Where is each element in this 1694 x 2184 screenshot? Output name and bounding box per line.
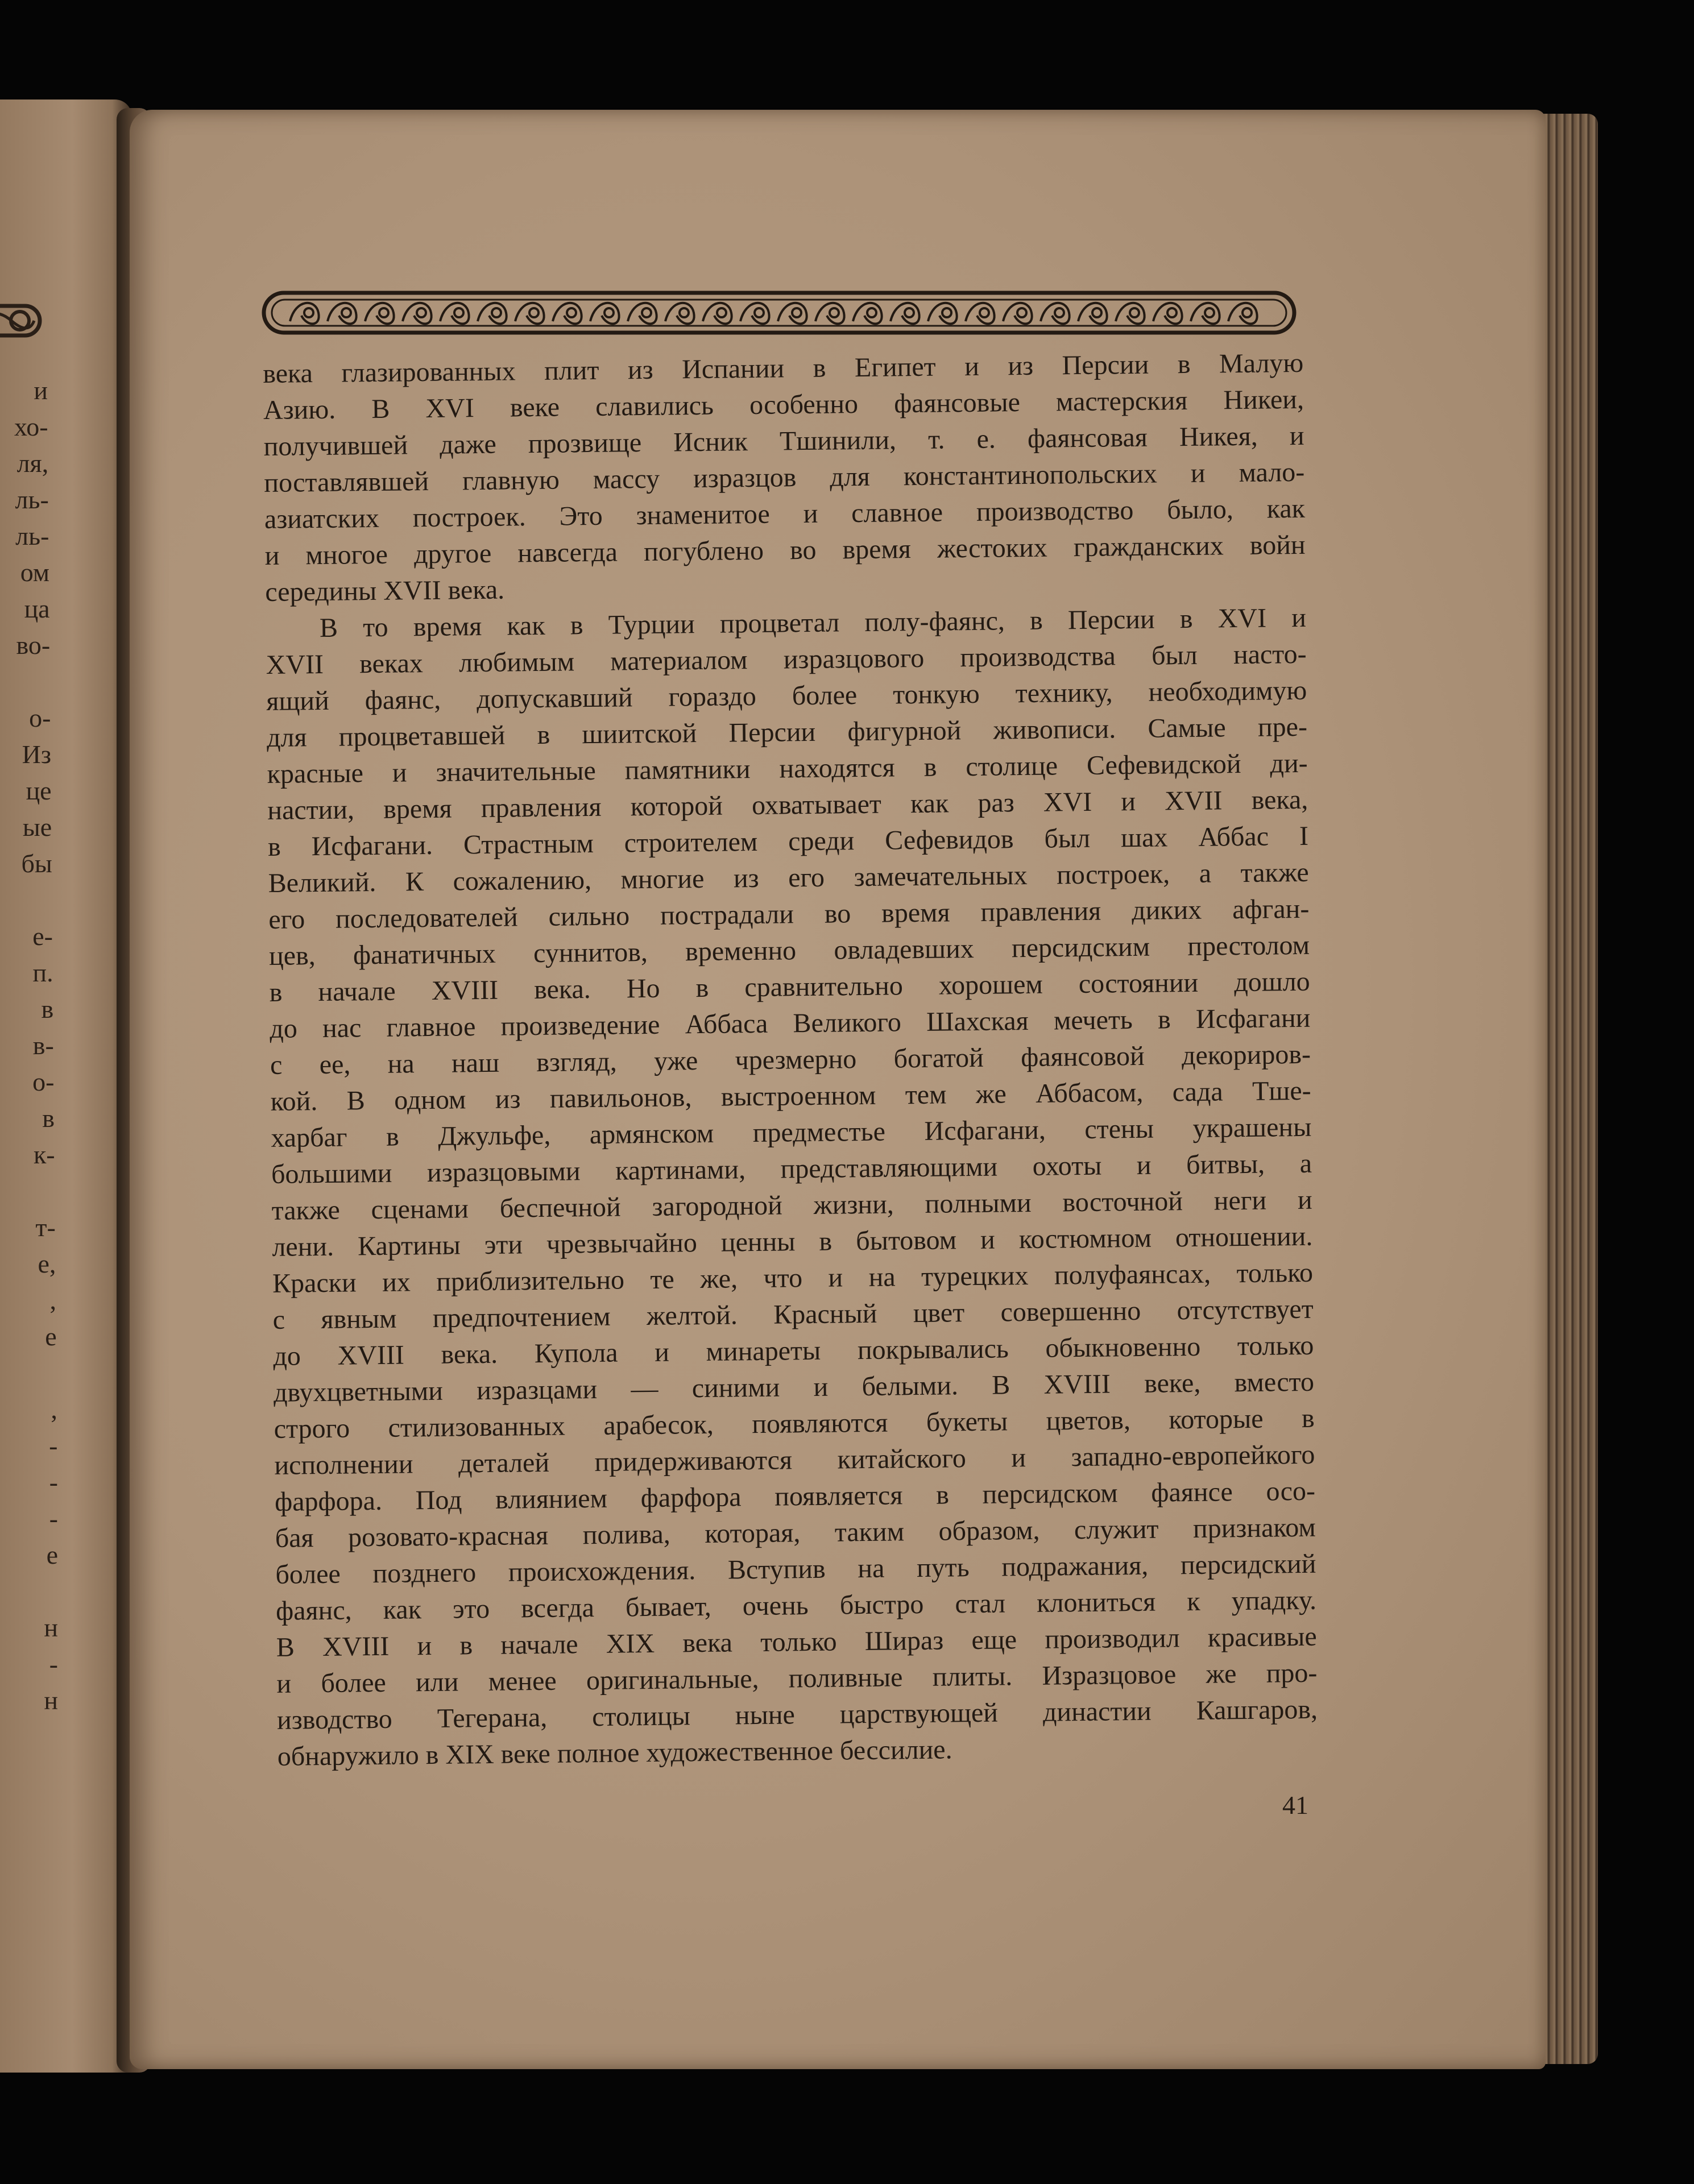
left-page-fragment: - bbox=[49, 1431, 58, 1460]
ornament-dot bbox=[1092, 308, 1101, 317]
ornament-dot bbox=[1167, 308, 1177, 317]
text-line: исполнении деталей придерживаются китайского и западно-европейкого bbox=[274, 1439, 1315, 1481]
left-page-fragment: п. bbox=[32, 958, 53, 987]
text-line: двухцветными изразцами — синими и белыми. В XVIII веке, вместо bbox=[273, 1366, 1315, 1408]
left-page-fragment: е bbox=[45, 1322, 57, 1351]
left-page-fragment: це bbox=[26, 776, 52, 805]
text-line: Краски их приблизительно те же, что и на турецких полуфаянсах, только bbox=[272, 1257, 1314, 1299]
left-page-fragment: к- bbox=[33, 1140, 55, 1169]
left-page-fragment: во- bbox=[16, 631, 51, 660]
ornament-dot bbox=[342, 308, 351, 317]
left-page-fragment: ль- bbox=[15, 485, 49, 514]
text-line: цев, фанатичных суннитов, временно овладевших персидским престолом bbox=[268, 930, 1310, 971]
header-ornament-icon bbox=[262, 287, 1297, 338]
text-line: строго стилизованных арабесок, появляются букеты цветов, которые в bbox=[274, 1403, 1315, 1444]
left-page-fragment: н bbox=[44, 1613, 58, 1642]
left-page-fragment: ля, bbox=[16, 449, 49, 478]
text-line: в начале XVIII века. Но в сравнительно хорошем состоянии дошло bbox=[269, 966, 1310, 1008]
ornament-dot bbox=[942, 308, 951, 317]
text-line: В XVIII и в начале XIX века только Шираз еще производил красивые bbox=[276, 1621, 1317, 1663]
text-line: красные и значительные памятники находятся в столице Сефевидской ди- bbox=[267, 748, 1308, 789]
ornament-dot bbox=[379, 308, 388, 317]
left-page bbox=[0, 100, 132, 2073]
left-page-fragment: Из bbox=[22, 740, 51, 769]
ornament-dot bbox=[604, 308, 614, 317]
ornament-dot bbox=[717, 308, 726, 317]
ornament-dot bbox=[1205, 308, 1214, 317]
left-page-text-fragments bbox=[0, 100, 132, 2073]
ornament-dot bbox=[905, 308, 914, 317]
left-page-fragment: е- bbox=[32, 922, 53, 951]
text-line: бая розовато-красная полива, которая, таким образом, служит признаком bbox=[275, 1512, 1316, 1553]
text-line: обнаружило в XIX веке полное художественное бессилие. bbox=[277, 1734, 952, 1772]
text-line: середины XVII века. bbox=[265, 574, 505, 607]
ornament-dot bbox=[1130, 308, 1139, 317]
ornament-dot bbox=[567, 308, 576, 317]
text-line: лени. Картины эти чрезвычайно ценны в бытовом и костюмном отношении. bbox=[272, 1221, 1313, 1262]
ornament-dot bbox=[492, 308, 501, 317]
left-page-fragment: , bbox=[51, 1395, 57, 1424]
text-line: в Исфагани. Страстным строителем среди Сефевидов был шах Аббас I bbox=[267, 820, 1309, 862]
ornament-dot bbox=[454, 308, 463, 317]
ornament-dot bbox=[1242, 308, 1252, 317]
left-page-fragment: е, bbox=[38, 1249, 56, 1278]
left-page-fragment: о- bbox=[29, 703, 51, 732]
left-page-fragment: в bbox=[42, 1104, 55, 1133]
text-line: с ее, на наш взгляд, уже чрезмерно богатой фаянсовой декориров- bbox=[270, 1039, 1311, 1080]
left-page-fragment: ль- bbox=[15, 521, 49, 550]
text-line: большими изразцовыми картинами, представляющими охоты и битвы, а bbox=[271, 1148, 1312, 1190]
left-page-fragment: - bbox=[49, 1468, 58, 1497]
ornament-dot bbox=[642, 308, 651, 317]
left-page-fragment: в- bbox=[32, 1031, 54, 1060]
left-page-fragment: ом bbox=[20, 558, 49, 587]
left-page-fragment: - bbox=[49, 1650, 58, 1679]
ornament-dot bbox=[755, 308, 764, 317]
ornament-dot bbox=[529, 308, 539, 317]
ornament-dot bbox=[980, 308, 989, 317]
page-body-text bbox=[263, 345, 1318, 1775]
left-page-fragment: в bbox=[41, 994, 54, 1023]
text-line: более позднего происхождения. Вступив на путь подражания, персидский bbox=[275, 1548, 1316, 1590]
text-line: до XVIII века. Купола и минареты покрывались обыкновенно только bbox=[273, 1330, 1314, 1371]
text-line: кой. В одном из павильонов, выстроенном тем же Аббасом, сада Тше- bbox=[270, 1075, 1311, 1117]
left-page-fragment: н bbox=[44, 1686, 58, 1715]
text-line: изводство Тегерана, столицы ныне царствующей династии Кашгаров, bbox=[276, 1694, 1318, 1735]
text-line: ящий фаянс, допускавший гораздо более тонкую технику, необходимую bbox=[266, 675, 1307, 716]
text-line: также сценами беспечной загородной жизни, полными восточной неги и bbox=[271, 1184, 1312, 1226]
left-page-fragment: и bbox=[34, 376, 48, 405]
text-line: для процветавшей в шиитской Персии фигурной живописи. Самые пре- bbox=[266, 711, 1308, 753]
text-line: фарфора. Под влиянием фарфора появляется в персидском фаянсе осо- bbox=[274, 1476, 1316, 1517]
left-page-fragment: хо- bbox=[14, 412, 48, 441]
left-page-fragment: ца bbox=[24, 594, 50, 623]
ornament-dot bbox=[417, 308, 426, 317]
text-line: и многое другое навсегда погублено во время жестоких гражданских войн bbox=[264, 529, 1306, 571]
ornament-dot bbox=[1055, 308, 1064, 317]
text-line: фаянс, как это всегда бывает, очень быстро стал клониться к упадку. bbox=[275, 1585, 1317, 1626]
text-line: азиатских построек. Это знаменитое и славное производство было, как bbox=[264, 493, 1306, 534]
left-page-fragment: е bbox=[46, 1540, 58, 1569]
left-page-fragment: , bbox=[49, 1286, 56, 1315]
text-line: до нас главное произведение Аббаса Великого Шахская мечеть в Исфагани bbox=[270, 1002, 1311, 1044]
left-page-fragment: о- bbox=[32, 1067, 55, 1096]
text-line: и более или менее оригинальные, поливные плиты. Изразцовое же про- bbox=[276, 1657, 1318, 1699]
text-line: поставлявшей главную массу изразцов для константинопольских и мало- bbox=[264, 457, 1305, 498]
text-line: с явным предпочтением желтой. Красный цвет совершенно отсутствует bbox=[272, 1294, 1314, 1335]
text-line: настии, время правления которой охватывает как раз XVI и XVII века, bbox=[267, 784, 1308, 826]
text-line: Азию. В XVI веке славились особенно фаянсовые мастерския Никеи, bbox=[263, 384, 1304, 425]
text-line: харбаг в Джульфе, армянском предместье Исфагани, стены украшены bbox=[271, 1112, 1312, 1153]
text-line: его последователей сильно пострадали во время правления диких афган- bbox=[268, 893, 1310, 935]
page-number: 41 bbox=[1282, 1791, 1308, 1820]
left-page-fragment: ые bbox=[22, 813, 52, 842]
left-page-fragment: бы bbox=[21, 849, 52, 878]
left-page-fragment: - bbox=[49, 1504, 58, 1533]
text-line: Великий. К сожалению, многие из его замечательных построек, а также bbox=[268, 857, 1309, 898]
ornament-dot bbox=[830, 308, 839, 317]
ornament-dot bbox=[792, 308, 801, 317]
text-line: В то время как в Турции процветал полу-фаянс, в Персии в XVI и bbox=[319, 602, 1307, 643]
text-line: XVII веках любимым материалом изразцового производства был насто- bbox=[266, 639, 1307, 680]
ornament-dot bbox=[680, 308, 689, 317]
ornament-dot bbox=[1017, 308, 1026, 317]
ornament-dot bbox=[867, 308, 876, 317]
text-line: получившей даже прозвище Исник Тшинили, т. е. фаянсовая Никея, и bbox=[263, 420, 1304, 462]
ornament-dot bbox=[304, 308, 313, 317]
text-line: века глазированных плит из Испании в Египет и из Персии в Малую bbox=[263, 347, 1304, 389]
left-page-fragment: т- bbox=[35, 1213, 56, 1242]
